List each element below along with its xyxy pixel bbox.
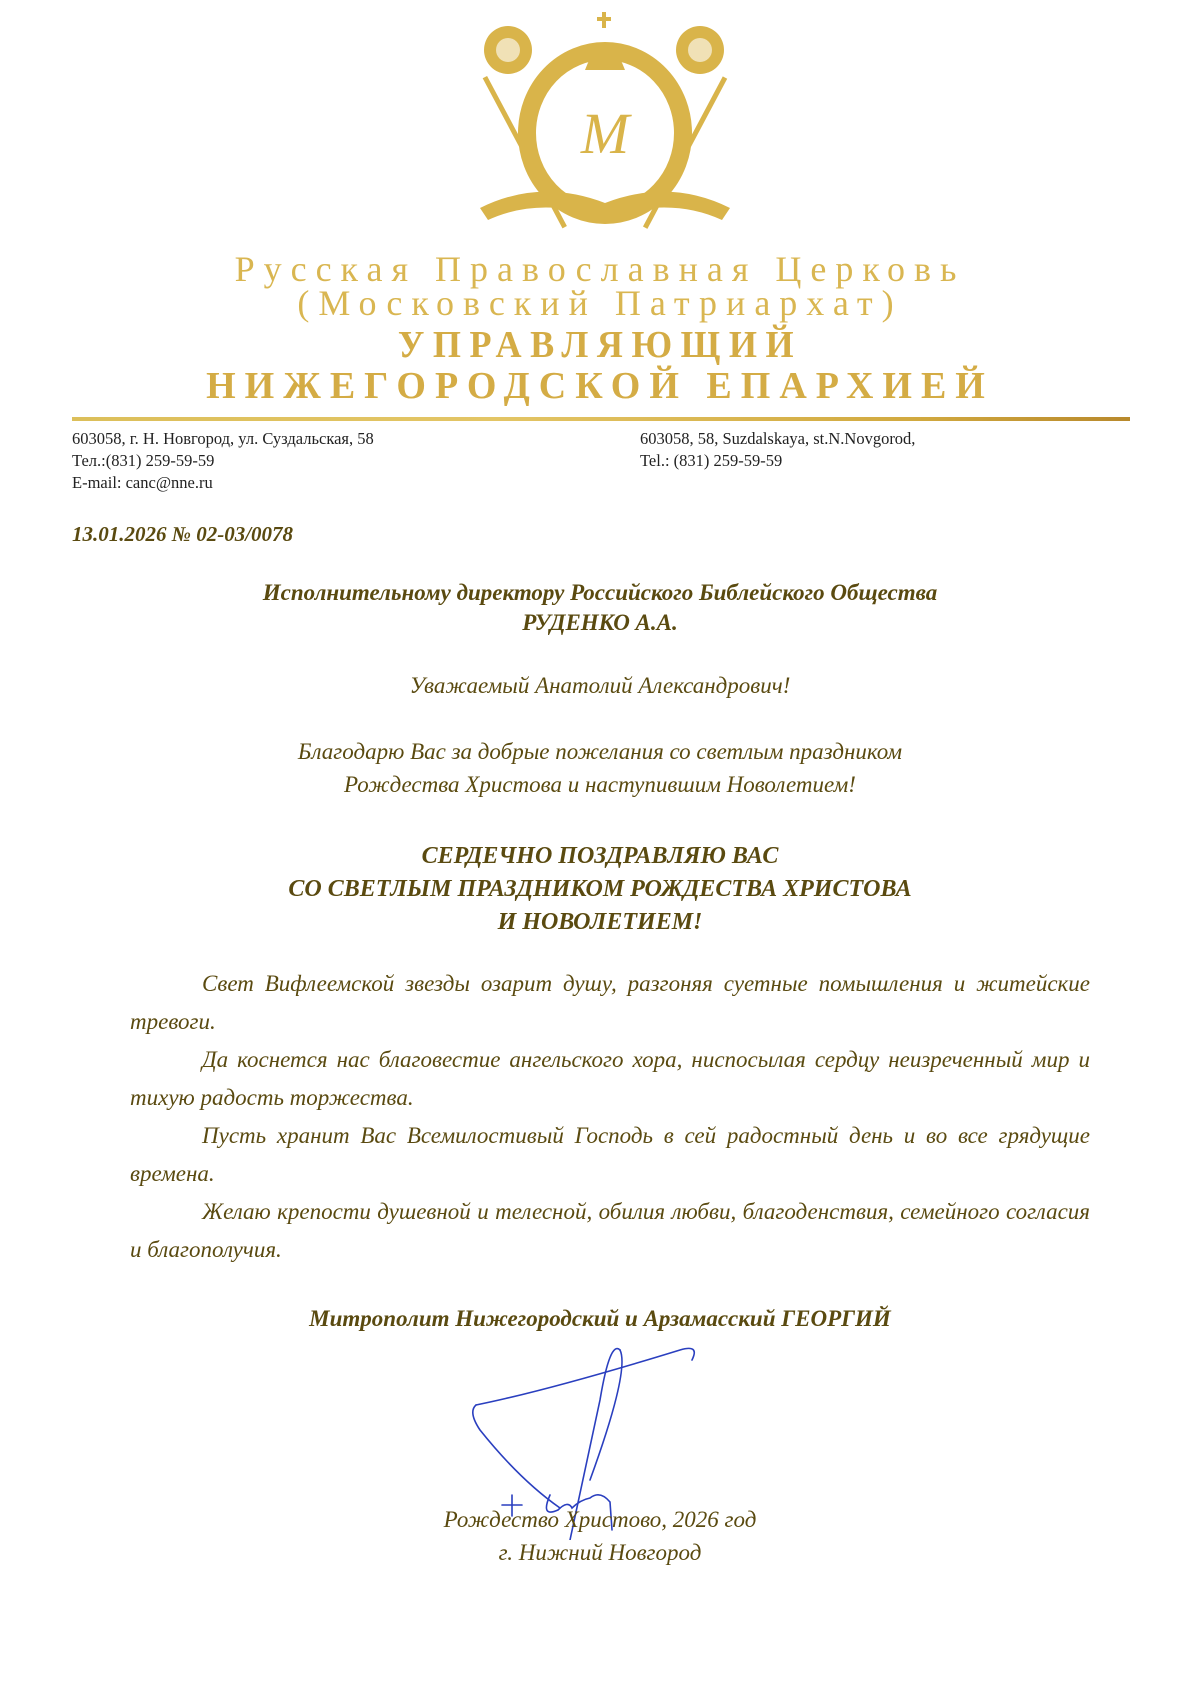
address-russian xyxy=(72,428,374,494)
header-divider xyxy=(72,417,1130,421)
greeting-line: И НОВОЛЕТИЕМ! xyxy=(497,909,703,935)
address-line: 603058, 58, Suzdalskaya, st.N.Novgorod, xyxy=(640,429,916,448)
patriarchate-name: (Московский Патриархат) xyxy=(297,283,903,323)
addressee-title: Исполнительному директору Российского Библейского Общества xyxy=(262,580,938,605)
greeting-heading xyxy=(0,840,1200,939)
thanks-text xyxy=(0,735,1200,801)
salutation: Уважаемый Анатолий Александрович! xyxy=(409,673,791,698)
address-line: 603058, г. Н. Новгород, ул. Суздальская, 58 xyxy=(72,429,374,448)
church-name: Русская Православная Церковь xyxy=(234,249,966,289)
office-title-line1: УПРАВЛЯЮЩИЙ xyxy=(397,324,803,366)
greeting-line: СЕРДЕЧНО ПОЗДРАВЛЯЮ ВАС xyxy=(421,843,779,869)
signer-name: Митрополит Нижегородский и Арзамасский ГЕОРГИЙ xyxy=(309,1306,891,1331)
addressee xyxy=(0,578,1200,638)
greeting-line: СО СВЕТЛЫМ ПРАЗДНИКОМ РОЖДЕСТВА ХРИСТОВА xyxy=(288,876,912,902)
address-english xyxy=(640,428,915,472)
body-paragraph: Желаю крепости душевной и телесной, обилия любви, благоденствия, семейного согласия и благополучия. xyxy=(130,1199,1090,1262)
phone-line: Tel.: (831) 259-59-59 xyxy=(640,451,783,470)
email-line: E-mail: canc@nne.ru xyxy=(72,473,213,492)
body-paragraph: Пусть хранит Вас Всемилостивый Господь в сей радостный день и во все грядущие времена. xyxy=(130,1123,1090,1186)
body-paragraph: Свет Вифлеемской звезды озарит душу, разгоняя суетные помышления и житейские тревоги. xyxy=(130,971,1090,1034)
monogram-icon: M xyxy=(580,101,630,166)
phone-line: Тел.:(831) 259-59-59 xyxy=(72,451,215,470)
office-title-line2: НИЖЕГОРОДСКОЙ ЕПАРХИЕЙ xyxy=(206,365,994,407)
emblem-logo xyxy=(460,8,750,248)
closing-city: г. Нижний Новгород xyxy=(498,1540,702,1565)
closing xyxy=(0,1503,1200,1569)
thanks-line: Рождества Христова и наступившим Новолетием! xyxy=(344,772,856,797)
closing-date: Рождество Христово, 2026 год xyxy=(443,1507,757,1532)
registration-number: 13.01.2026 № 02-03/0078 xyxy=(72,522,294,546)
addressee-name: РУДЕНКО А.А. xyxy=(522,610,678,635)
thanks-line: Благодарю Вас за добрые пожелания со светлым праздником xyxy=(297,739,903,764)
body-paragraph: Да коснется нас благовестие ангельского хора, ниспосылая сердцу неизреченный мир и тихую радость торжества. xyxy=(130,1047,1090,1110)
letter-body xyxy=(130,965,1090,1269)
